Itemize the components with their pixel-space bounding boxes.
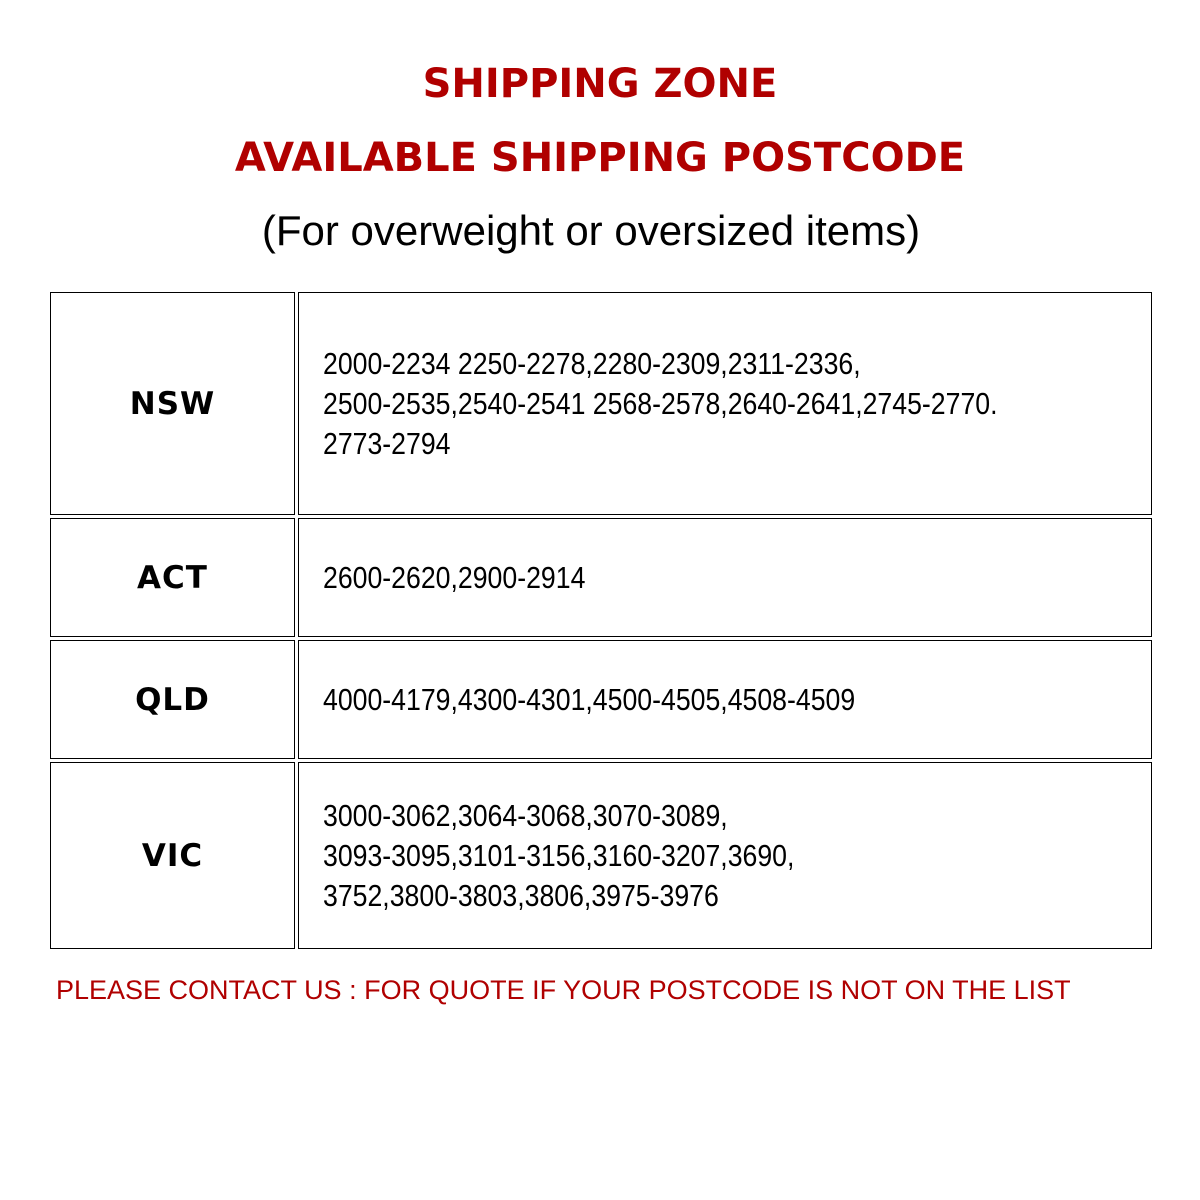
state-label: ACT — [137, 559, 208, 596]
page-subtitle-heading: AVAILABLE SHIPPING POSTCODE — [234, 135, 966, 181]
postcode-cell — [298, 640, 1152, 759]
postcode-list — [323, 680, 942, 720]
state-label: QLD — [135, 681, 210, 718]
postcode-line: 2000-2234 2250-2278,2280-2309,2311-2336, — [323, 345, 861, 381]
postcode-cell — [298, 518, 1152, 637]
contact-note: PLEASE CONTACT US : FOR QUOTE IF YOUR POSTCODE IS NOT ON THE LIST — [56, 975, 1071, 1005]
zone-row-nsw — [50, 292, 1152, 515]
state-cell — [50, 762, 295, 949]
state-label: NSW — [129, 385, 216, 422]
postcode-line: 3752,3800-3803,3806,3975-3976 — [323, 877, 719, 913]
postcode-line: 2600-2620,2900-2914 — [323, 559, 586, 595]
postcode-list — [323, 796, 871, 916]
zone-row-act — [50, 518, 1152, 637]
state-cell — [50, 292, 295, 515]
page-subtitle-note: (For overweight or oversized items) — [261, 207, 921, 254]
postcode-line: 2773-2794 — [323, 425, 451, 461]
postcode-line: 3093-3095,3101-3156,3160-3207,3690, — [323, 837, 795, 873]
postcode-line: 4000-4179,4300-4301,4500-4505,4508-4509 — [323, 681, 856, 717]
postcode-cell — [298, 762, 1152, 949]
zone-row-vic — [50, 762, 1152, 949]
postcode-line: 3000-3062,3064-3068,3070-3089, — [323, 797, 728, 833]
postcode-line: 2500-2535,2540-2541 2568-2578,2640-2641,2745-2770. — [323, 385, 998, 421]
state-label: VIC — [141, 837, 204, 874]
postcode-list — [323, 344, 1107, 464]
postcode-list — [323, 558, 628, 598]
page-title: SHIPPING ZONE — [422, 61, 778, 107]
state-cell — [50, 640, 295, 759]
zone-row-qld — [50, 640, 1152, 759]
state-cell — [50, 518, 295, 637]
postcode-cell — [298, 292, 1152, 515]
